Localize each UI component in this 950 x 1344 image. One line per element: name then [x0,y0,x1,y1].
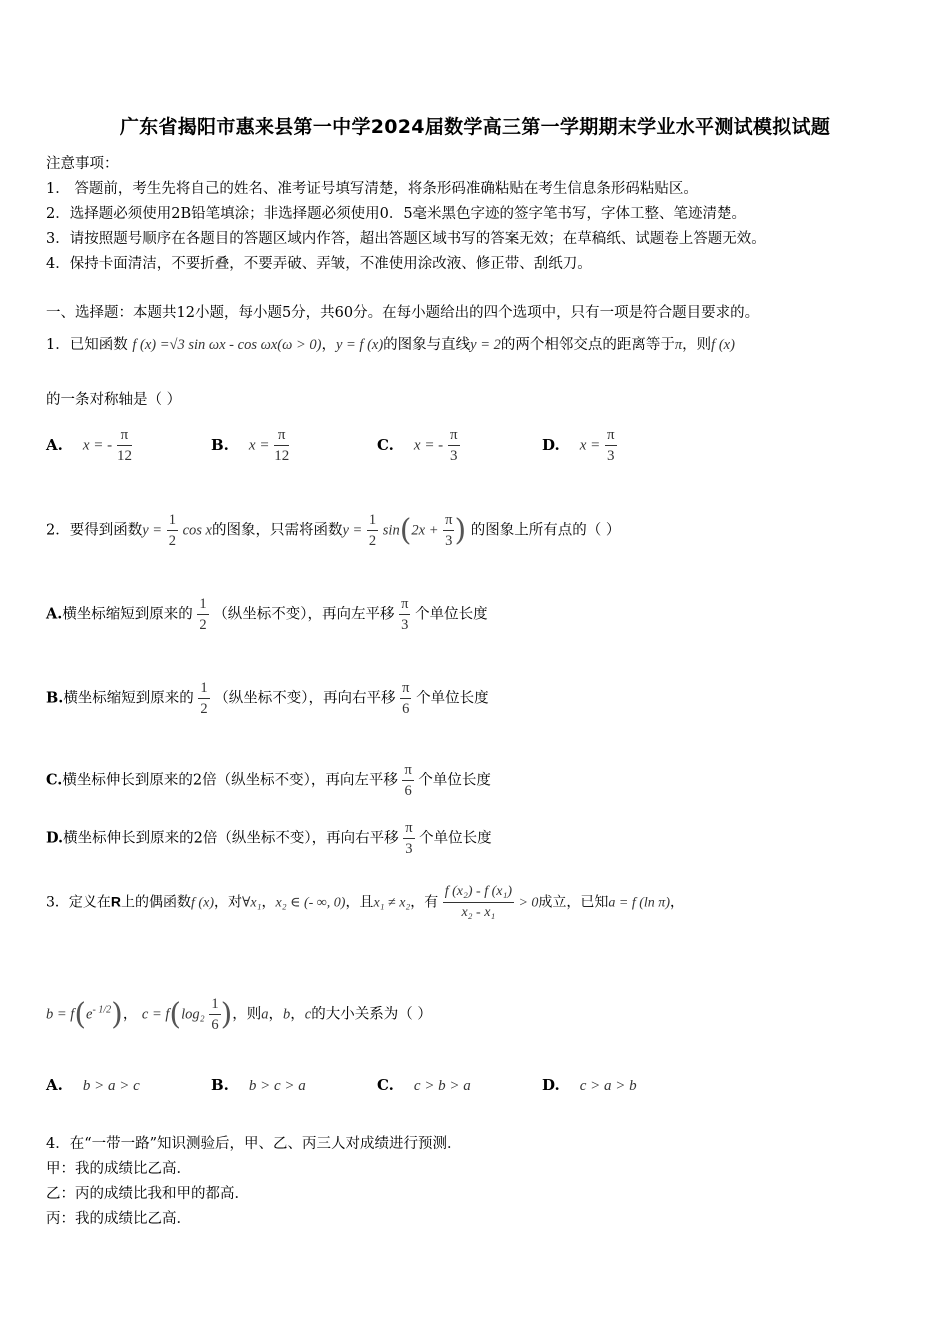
q1-text: 1．已知函数 [46,337,128,353]
q2-text: 的图象，只需将函数 [211,522,343,539]
q3-text: 3．定义在 [46,894,111,911]
page-title: 广东省揭阳市惠来县第一中学2024届数学高三第一学期期末学业水平测试模拟试题 [119,116,831,138]
q3-formula: c = f [141,1006,170,1023]
option-text: 个单位长度 [418,772,491,789]
notice-item: 2．选择题必须使用2B铅笔填涂；非选择题必须使用0．5毫米黑色字迹的签字笔书写，字体工整、笔迹清楚。 [46,206,747,222]
denominator: 2 [368,533,377,549]
numerator: π [443,510,454,531]
option-label: A. [46,605,63,623]
question-4-line: 丙：我的成绩比乙高． [46,1211,191,1227]
q3-text: 的大小关系为（ ） [311,1006,432,1023]
denominator: 3 [607,448,615,464]
q3-text: ， [122,1006,138,1023]
numerator: π [448,425,460,446]
q3-formula: x₂ ∈ (- ∞, 0) [275,895,346,911]
q3-text: 上的偶函数 [121,894,192,911]
question-2-stem [46,510,620,551]
q3-formula: c [304,1006,312,1023]
notice-item: 3．请按照题号顺序在各题目的答题区域内作答，超出答题区域书写的答案无效；在草稿纸、试题卷上答题无效。 [46,231,766,247]
option-text: 个单位长度 [415,606,488,623]
q3-formula: log₂ [181,1006,205,1023]
denominator: 2 [199,617,207,633]
q3-formula: b = f [46,1006,75,1023]
q2-option-a[interactable] [46,594,488,635]
option-label: C. [377,435,394,454]
q1-text: ，则 [682,337,712,353]
denominator: 6 [404,783,412,799]
q3-formula: > 0 [518,895,539,911]
paren: ( [169,997,182,1032]
q3-text: ，且 [345,894,374,911]
notice-item: 1． 答题前，考生先将自己的姓名、准考证号填写清楚，将条形码准确粘贴在考生信息条形码粘贴区。 [46,181,698,197]
option-text: 个单位长度 [419,830,492,847]
option-label: C. [377,1076,394,1094]
numerator: 1 [167,510,178,531]
numerator: 1 [367,510,378,531]
option-formula: x = [248,437,270,454]
q2-text: 的图象上所有点的（ ） [470,522,621,539]
option-text: 横坐标伸长到原来的2倍（纵坐标不变），再向右平移 [63,830,399,847]
paren: ( [74,997,87,1032]
numerator: π [274,425,289,446]
question-3-stem-cont [46,994,432,1035]
q3-formula: a = f (ln π) [608,895,670,911]
q1-formula: y = 2 [470,337,501,353]
paren: ) [111,997,123,1032]
option-formula: x = [579,437,601,454]
q3-formula: f (x) [191,895,214,911]
denominator: 3 [405,841,413,857]
question-4-line: 乙：丙的成绩比我和甲的都高． [46,1186,249,1202]
numerator: π [403,818,414,839]
q3-formula: x₁ ≠ x₂ [373,895,411,911]
option-text: 个单位长度 [416,690,489,707]
notice-heading: 注意事项： [46,156,119,172]
numerator: f (x₂) - f (x₁) [443,882,514,903]
q1-option-a[interactable] [46,425,132,466]
q3-formula: a [261,1006,269,1023]
q1-option-c[interactable] [377,425,460,466]
paren: ) [454,513,467,548]
fraction [367,510,378,551]
fraction [197,594,208,635]
option-text: 横坐标缩短到原来的 [62,606,193,623]
q3-option-c[interactable] [377,1076,471,1095]
q2-option-d[interactable] [46,818,492,859]
denominator: x₂ - x₁ [461,905,496,920]
q3-option-a[interactable] [46,1076,140,1095]
denominator: 2 [168,533,176,549]
option-label: C. [46,771,63,789]
option-text: 横坐标伸长到原来的2倍（纵坐标不变），再向左平移 [62,772,398,789]
option-formula: c > b > a [413,1078,471,1094]
q3-text: ，对 [213,894,242,911]
q3-formula: e [86,1006,93,1023]
option-text: 横坐标缩短到原来的 [63,690,194,707]
fraction [448,425,460,466]
q3-formula: ∀x₁ [241,895,262,911]
option-label: A. [46,1076,63,1094]
q3-text: ， [261,894,276,911]
denominator: 12 [274,448,290,464]
fraction [403,818,414,859]
q3-text: ， [268,1006,284,1023]
q1-text: 的图象与直线 [383,337,471,353]
numerator: π [399,594,410,615]
denominator: 12 [116,448,132,464]
q2-formula: cos x [182,522,212,539]
fraction [400,678,411,719]
q1-text: 的两个相邻交点的距离等于 [500,337,675,353]
q3-text: ， [670,894,684,911]
option-formula: b > a > c [82,1078,140,1094]
fraction [167,510,178,551]
q1-option-d[interactable] [542,425,617,466]
q1-text: ， [321,337,336,353]
option-text: （纵坐标不变），再向左平移 [213,606,395,623]
notice-item: 4．保持卡面清洁，不要折叠，不要弄破、弄皱，不准使用涂改液、修正带、刮纸刀。 [46,256,592,272]
numerator: π [402,760,413,781]
option-text: （纵坐标不变），再向右平移 [214,690,396,707]
numerator: π [117,425,132,446]
option-formula: b > c > a [248,1078,306,1094]
q2-text: 2．要得到函数 [46,522,143,539]
question-3-stem [46,882,684,923]
fraction [402,760,413,801]
option-label: B. [211,435,229,454]
option-label: A. [46,435,63,454]
q3-formula: b [283,1006,291,1023]
fraction [198,678,209,719]
q2-formula: sin [382,522,400,539]
fraction [274,425,289,466]
numerator: 1 [198,678,209,699]
option-label: B. [46,689,64,707]
section-heading: 一、选择题：本题共12小题，每小题5分，共60分。在每小题给出的四个选项中，只有一项是符合题目要求的。 [46,305,760,321]
q3-text: ， [290,1006,305,1023]
option-formula: x = - [413,437,444,454]
fraction [443,882,514,923]
question-1-stem-cont: 的一条对称轴是（ ） [46,392,182,408]
fraction [443,510,454,551]
q2-option-c[interactable] [46,760,491,801]
denominator: 3 [445,533,453,549]
q1-formula: f (x) [711,337,735,353]
paren: ( [399,513,412,548]
q1-formula: f (x) =√3 sin ωx - cos ωx(ω > 0) [132,337,322,353]
q2-option-b[interactable] [46,678,489,719]
numerator: π [400,678,411,699]
q1-formula: π [674,337,683,353]
denominator: 3 [401,617,409,633]
option-label: D. [542,1076,560,1094]
option-label: D. [542,435,560,454]
question-4-line: 甲：我的成绩比乙高． [46,1161,191,1177]
option-label: B. [211,1076,229,1094]
q3-option-b[interactable] [211,1076,306,1095]
q1-option-b[interactable] [211,425,289,466]
q3-exponent: - 1/2 [92,1004,112,1016]
numerator: 1 [197,594,208,615]
denominator: 6 [211,1017,219,1033]
numerator: 1 [209,994,220,1015]
option-formula: c > a > b [579,1078,637,1094]
denominator: 3 [450,448,458,464]
question-4-stem: 4．在“一带一路”知识测验后，甲、乙、丙三人对成绩进行预测． [46,1136,462,1152]
fraction [117,425,132,466]
q1-formula: y = f (x) [335,337,384,353]
q3-text: ，有 [410,894,439,911]
q3-text: 成立，已知 [538,894,609,911]
denominator: 2 [200,701,208,717]
q3-formula: R [110,893,122,910]
fraction [209,994,220,1035]
q3-text: ，则 [232,1006,262,1023]
fraction [605,425,617,466]
q2-formula: 2x + [411,522,439,539]
option-formula: x = - [82,437,113,454]
fraction [399,594,410,635]
paren: ) [220,997,233,1032]
option-label: D. [46,829,64,847]
numerator: π [605,425,617,446]
question-1-stem [46,333,735,354]
q2-formula: y = [142,522,163,539]
q2-formula: y = [342,522,363,539]
denominator: 6 [402,701,410,717]
q3-option-d[interactable] [542,1076,637,1095]
